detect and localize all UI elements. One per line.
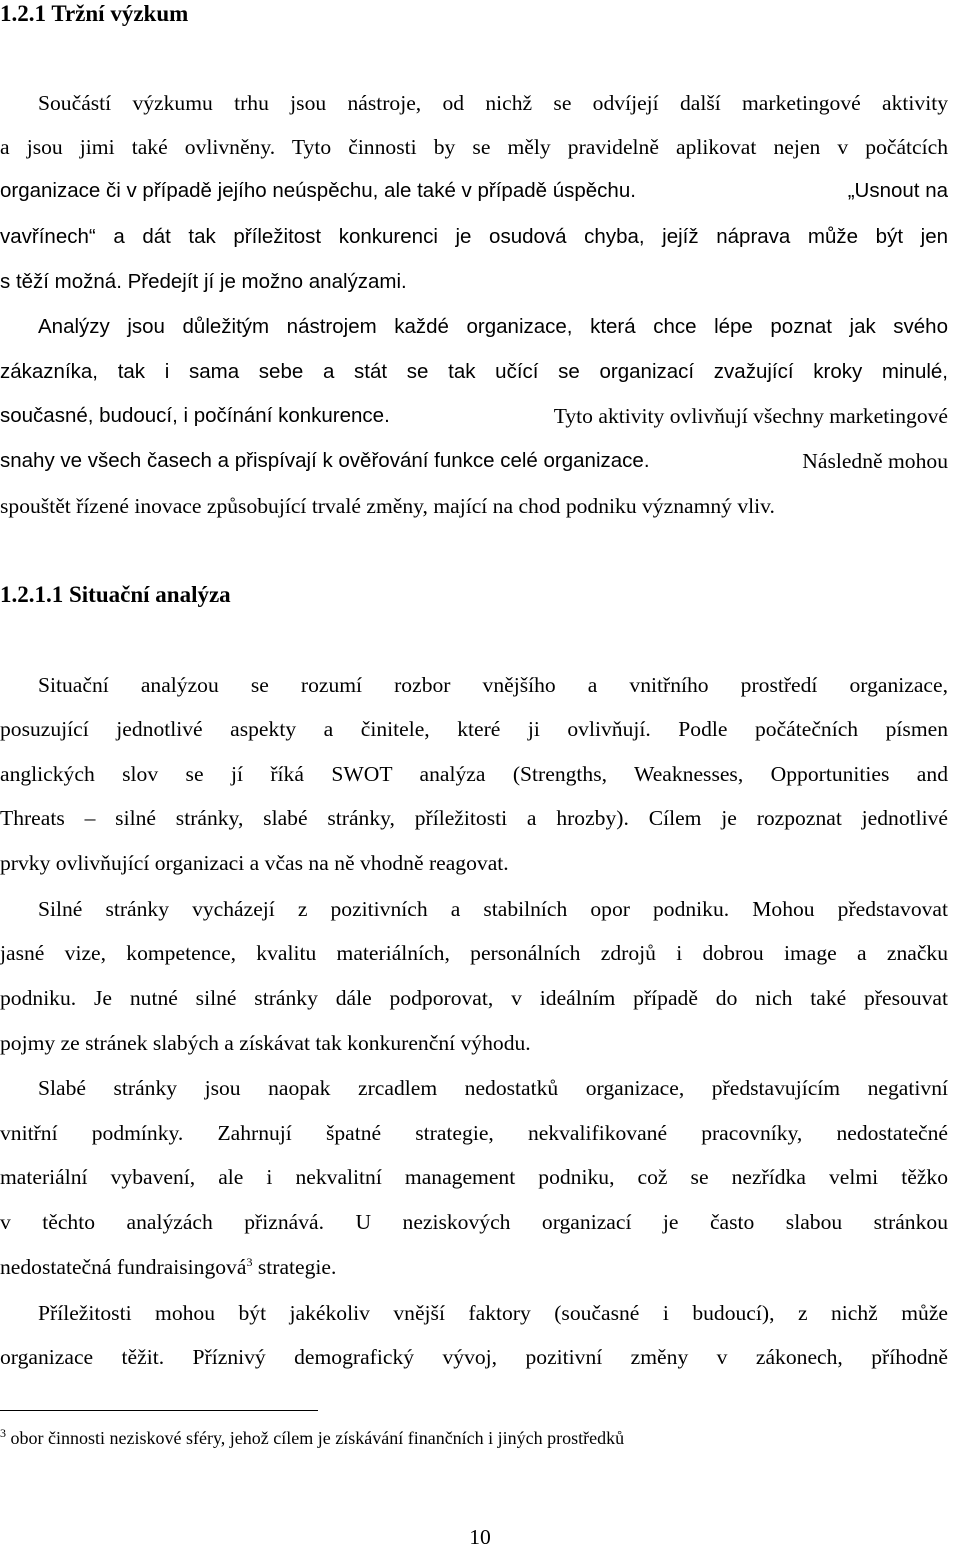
text-line: Threats – silné stránky, slabé stránky, příležitosti a hrozby). Cílem je rozpoznat jednotlivé [0, 806, 948, 830]
footnote-number: 3 [0, 1426, 6, 1440]
text-line: s těží možná. Předejít jí je možno analýzami. [0, 270, 407, 293]
text-span: Následně mohou [802, 449, 948, 473]
text-line: Příležitosti mohou být jakékoliv vnější faktory (současné i budoucí), z nichž může [38, 1301, 948, 1325]
text-line: materiální vybavení, ale i nekvalitní management podniku, což se nezřídka velmi těžko [0, 1165, 948, 1189]
text-line [0, 402, 948, 430]
page-number: 10 [469, 1525, 491, 1549]
text-line: organizace těžit. Příznivý demografický vývoj, pozitivní změny v zákonech, příhodně [0, 1345, 948, 1369]
text-line: a jsou jimi také ovlivněny. Tyto činnosti by se měly pravidelně aplikovat nejen v počátcích [0, 135, 948, 159]
text-line [0, 177, 948, 205]
text-line: anglických slov se jí říká SWOT analýza (Strengths, Weaknesses, Opportunities and [0, 762, 948, 786]
footnote [0, 1427, 624, 1449]
text-line: spouštět řízené inovace způsobující trvalé změny, mající na chod podniku významný vliv. [0, 494, 775, 518]
text-line: Součástí výzkumu trhu jsou nástroje, od nichž se odvíjejí další marketingové aktivity [38, 91, 948, 115]
text-span: strategie. [252, 1255, 337, 1279]
text-line: prvky ovlivňující organizaci a včas na ně vhodně reagovat. [0, 851, 509, 875]
text-line: vavřínech“ a dát tak příležitost konkurenci je osudová chyba, jejíž náprava může být jen [0, 225, 948, 248]
text-span: organizace či v případě jejího neúspěchu, ale také v případě úspěchu. [0, 179, 636, 202]
text-line: Silné stránky vycházejí z pozitivních a stabilních opor podniku. Mohou představovat [38, 897, 948, 921]
text-span: Tyto aktivity ovlivňují všechny marketingové [553, 404, 948, 428]
text-span: nedostatečná fundraisingová [0, 1255, 247, 1279]
text-line: pojmy ze stránek slabých a získávat tak konkurenční výhodu. [0, 1031, 531, 1055]
subsection-heading: 1.2.1.1 Situační analýza [0, 582, 231, 607]
text-line [0, 447, 948, 475]
text-line: jasné vize, kompetence, kvalitu materiálních, personálních zdrojů i dobrou image a značku [0, 941, 948, 965]
text-line: vnitřní podmínky. Zahrnují špatné strategie, nekvalifikované pracovníky, nedostatečné [0, 1121, 948, 1145]
text-line [0, 1253, 336, 1281]
text-span: současné, budoucí, i počínání konkurence. [0, 404, 390, 427]
text-line: posuzující jednotlivé aspekty a činitele, které ji ovlivňují. Podle počátečních písmen [0, 717, 948, 741]
text-line: podniku. Je nutné silné stránky dále podporovat, v ideálním případě do nich také přesouvat [0, 986, 948, 1010]
text-line: zákazníka, tak i sama sebe a stát se tak učící se organizací zvažující kroky minulé, [0, 360, 948, 383]
footnote-text: obor činnosti neziskové sféry, jehož cílem je získávání finančních i jiných prostředků [6, 1428, 625, 1448]
footnote-separator [0, 1410, 318, 1411]
footnote-reference: 3 [246, 1254, 253, 1269]
text-line: Slabé stránky jsou naopak zrcadlem nedostatků organizace, představujícím negativní [38, 1076, 948, 1100]
text-line: v těchto analýzách přiznává. U neziskových organizací je často slabou stránkou [0, 1210, 948, 1234]
text-span: „Usnout na [847, 179, 948, 202]
section-heading: 1.2.1 Tržní výzkum [0, 1, 189, 26]
text-line: Situační analýzou se rozumí rozbor vnějšího a vnitřního prostředí organizace, [38, 673, 948, 697]
text-span: snahy ve všech časech a přispívají k ověřování funkce celé organizace. [0, 449, 650, 472]
text-line: Analýzy jsou důležitým nástrojem každé organizace, která chce lépe poznat jak svého [38, 315, 948, 338]
